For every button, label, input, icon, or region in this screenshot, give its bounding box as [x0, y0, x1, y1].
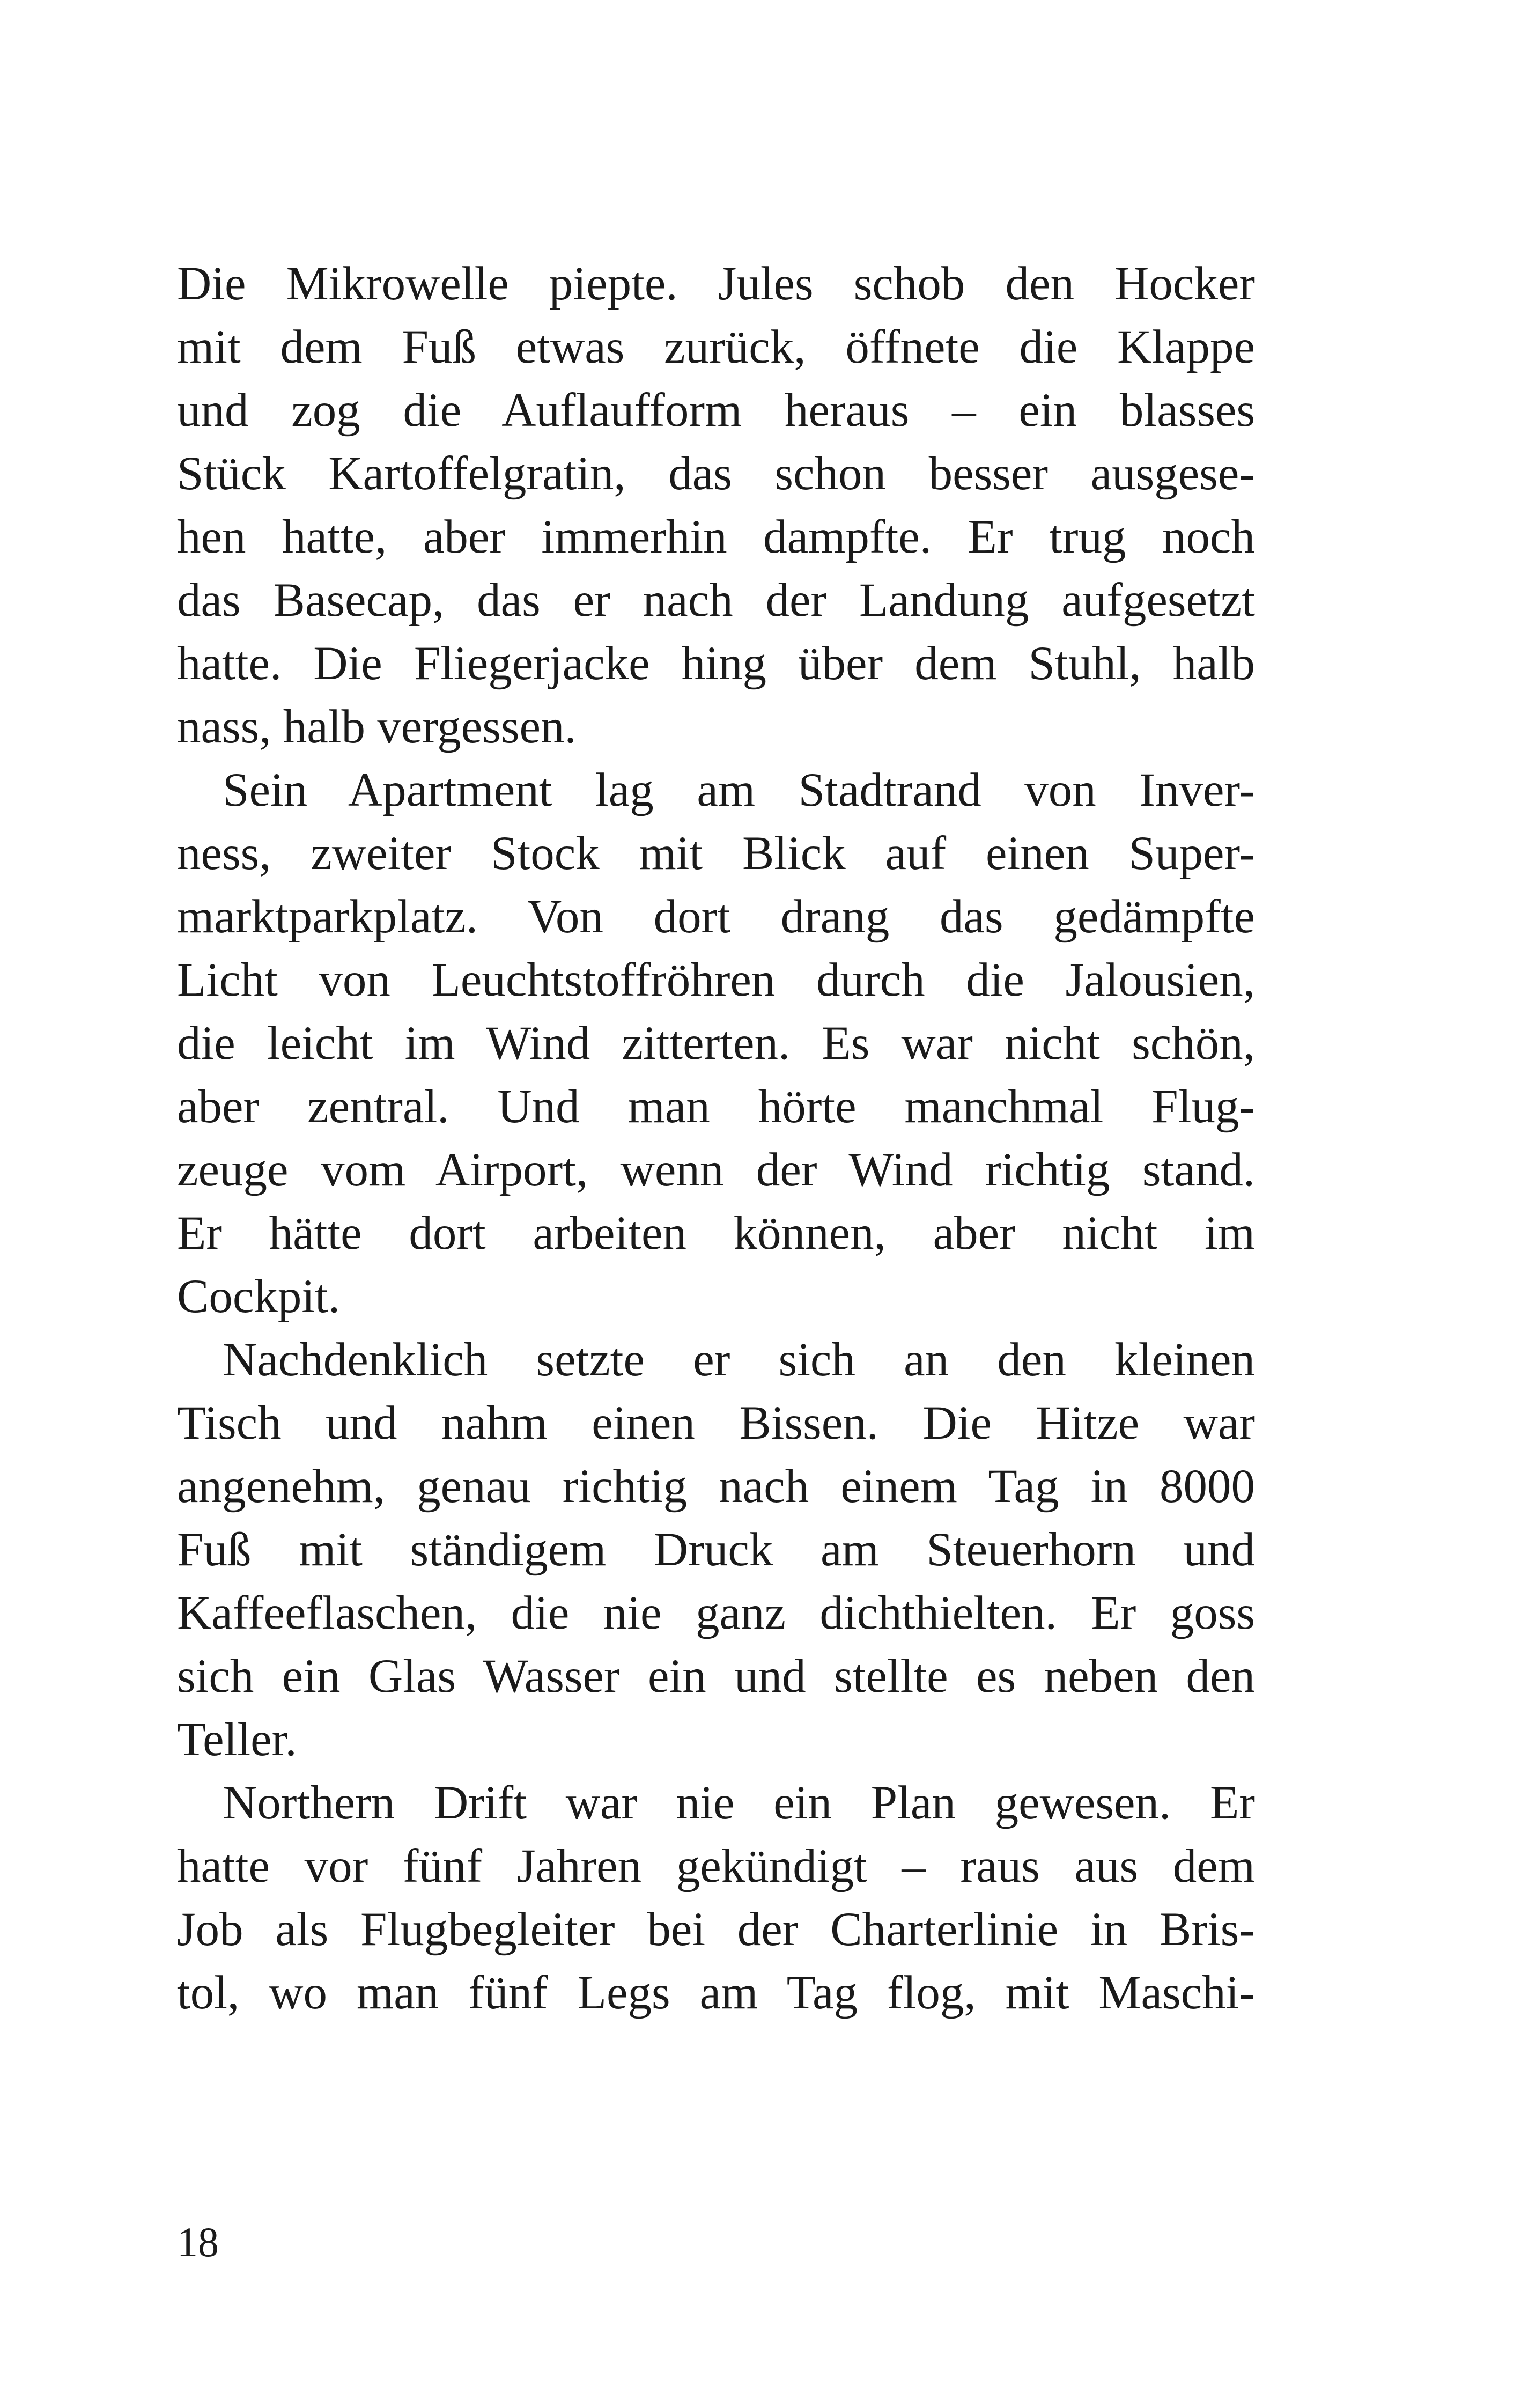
- body-text: [177, 252, 1255, 2024]
- text-line: Die Mikrowelle piepte. Jules schob den Hocker: [177, 257, 1255, 310]
- text-line: marktparkplatz. Von dort drang das gedämpfte: [177, 890, 1255, 943]
- text-line: Job als Flugbegleiter bei der Charterlinie in Bris-: [177, 1903, 1255, 1956]
- text-line: Cockpit.: [177, 1270, 341, 1323]
- text-line: aber zentral. Und man hörte manchmal Flug-: [177, 1080, 1255, 1133]
- text-line: Sein Apartment lag am Stadtrand von Inver-: [223, 764, 1255, 816]
- text-line: das Basecap, das er nach der Landung aufgesetzt: [177, 574, 1255, 627]
- text-line: angenehm, genau richtig nach einem Tag in 8000: [177, 1460, 1255, 1513]
- text-line: sich ein Glas Wasser ein und stellte es neben den: [177, 1650, 1255, 1703]
- text-line: Stück Kartoffelgratin, das schon besser ausgese-: [177, 447, 1255, 500]
- text-line: tol, wo man fünf Legs am Tag flog, mit Maschi-: [177, 1967, 1255, 2019]
- text-line: und zog die Auflaufform heraus – ein blasses: [177, 384, 1255, 437]
- text-line: hatte vor fünf Jahren gekündigt – raus aus dem: [177, 1840, 1255, 1892]
- text-line: mit dem Fuß etwas zurück, öffnete die Klappe: [177, 321, 1255, 373]
- text-line: Nachdenklich setzte er sich an den kleinen: [223, 1334, 1255, 1386]
- text-line: Northern Drift war nie ein Plan gewesen. Er: [223, 1777, 1255, 1829]
- text-line: hen hatte, aber immerhin dampfte. Er trug noch: [177, 511, 1255, 563]
- text-line: Licht von Leuchtstoffröhren durch die Jalousien,: [177, 954, 1255, 1006]
- text-line: hatte. Die Fliegerjacke hing über dem Stuhl, halb: [177, 637, 1255, 690]
- text-line: die leicht im Wind zitterten. Es war nicht schön,: [177, 1017, 1255, 1070]
- text-line: Teller.: [177, 1713, 297, 1766]
- text-line: zeuge vom Airport, wenn der Wind richtig stand.: [177, 1144, 1255, 1196]
- text-line: nass, halb vergessen.: [177, 701, 577, 753]
- text-line: Er hätte dort arbeiten können, aber nicht im: [177, 1207, 1255, 1260]
- text-line: ness, zweiter Stock mit Blick auf einen Super-: [177, 827, 1255, 880]
- text-line: Tisch und nahm einen Bissen. Die Hitze war: [177, 1397, 1255, 1449]
- text-line: Kaffeeflaschen, die nie ganz dichthielten. Er goss: [177, 1587, 1255, 1639]
- page-number: 18: [177, 2219, 219, 2265]
- text-line: Fuß mit ständigem Druck am Steuerhorn und: [177, 1523, 1255, 1576]
